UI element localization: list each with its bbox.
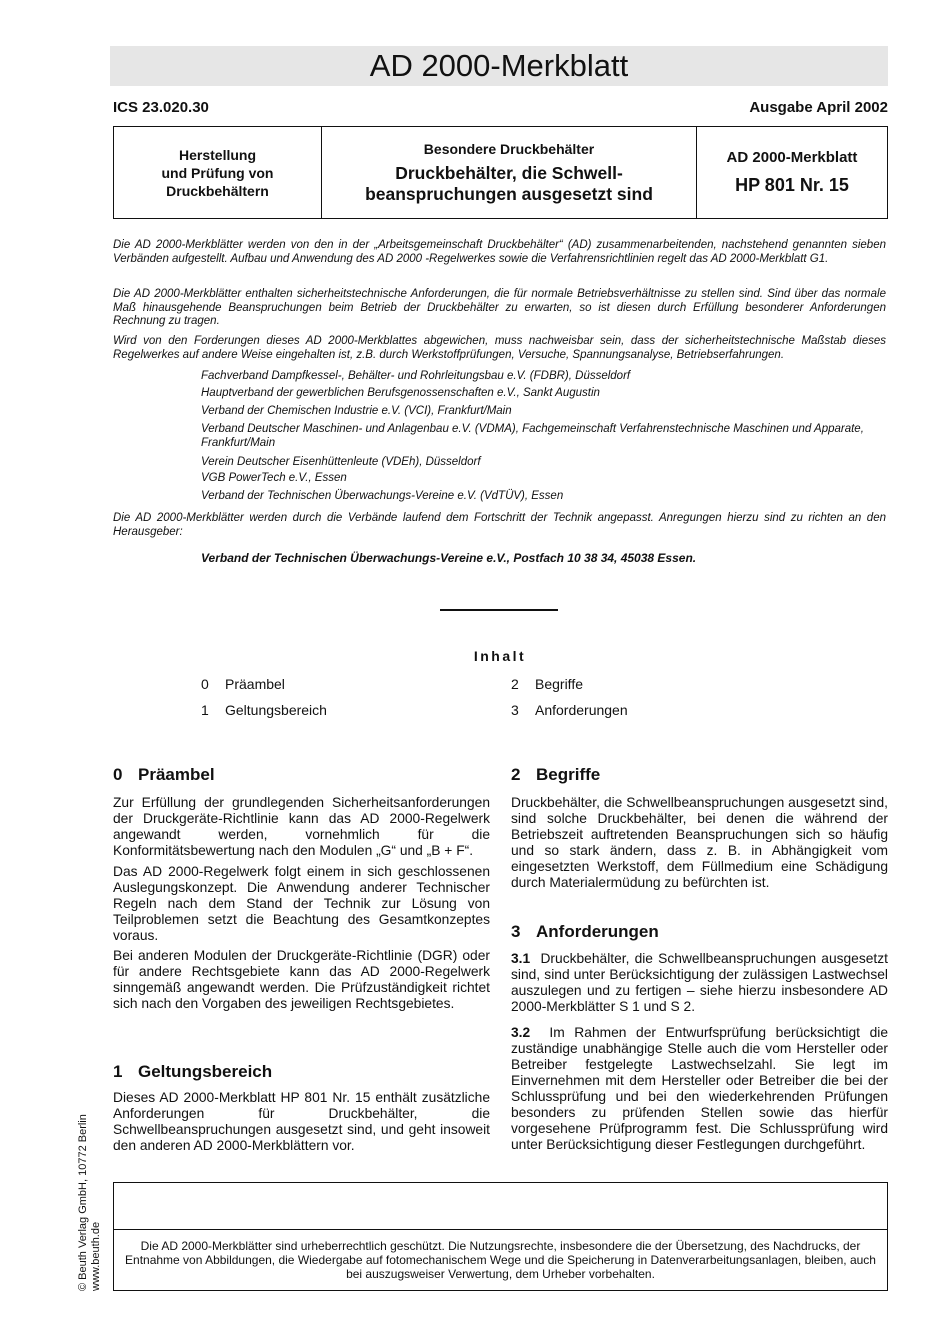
- toc-title: Inhalt: [473, 648, 527, 664]
- header-box: [113, 126, 888, 219]
- association-item: Verband der Chemischen Industrie e.V. (VCI), Frankfurt/Main: [201, 405, 512, 417]
- intro-paragraph: Wird von den Forderungen dieses AD 2000-Merkblattes abgewichen, muss nachweisbar sein, dass der sicherheitstechnische Maßstab dieses Regelwerkes auf andere Weise eingehalten ist, z.B. durch Werkstoffprüfungen, Versuche, Spannungsanalyse, Betriebserfahrungen.: [113, 335, 886, 361]
- header-category: [114, 127, 322, 218]
- publisher-imprint-line: © Beuth Verlag GmbH, 10772 Berlin: [77, 1114, 89, 1291]
- section-heading-scope: [113, 1062, 272, 1082]
- ics-code: ICS 23.020.30: [113, 99, 209, 116]
- section-heading-preamble: [113, 765, 215, 785]
- header-subject-title-line: beanspruchungen ausgesetzt sind: [365, 183, 653, 204]
- footer-box: [113, 1182, 888, 1291]
- section-title: Begriffe: [536, 765, 601, 784]
- toc-item-label: Geltungsbereich: [225, 702, 327, 718]
- toc-item-number: 0: [201, 676, 209, 692]
- toc-item-label: Begriffe: [535, 676, 583, 692]
- association-item: Verein Deutscher Eisenhüttenleute (VDEh), Düsseldorf: [201, 456, 481, 468]
- section-heading-definitions: [511, 765, 600, 785]
- subsection-text: Im Rahmen der Entwurfsprüfung berücksichtigt die zuständige unabhängige Stelle auch die vom Hersteller oder Betreiber festgelegte Lastwechselzahl. Sie legt im Einvernehmen mit dem Hersteller oder Betreiber die bei der Schlussprüfung und bei den wiederkehrenden Prüfungen besonders zu prüfenden Stellen sowie das hierfür vorgesehene Prüfprogramm fest. Die Schlussprüfung wird unter Berücksichtigung dieser Festlegungen durchgeführt.: [511, 1025, 889, 1152]
- toc-item-number: 2: [511, 676, 519, 692]
- section-number: 0: [113, 765, 123, 784]
- section-number: 1: [113, 1062, 123, 1081]
- section-paragraph: Zur Erfüllung der grundlegenden Sicherheitsanforderungen der Druckgeräte-Richtlinie kann das AD 2000-Regelwerk angewandt werden, vornehmlich für die Konformitätsbewertung nach den Modulen „G“ und „B + F“.: [113, 795, 490, 858]
- divider: [440, 609, 558, 611]
- section-paragraph: Bei anderen Modulen der Druckgeräte-Richtlinie (DGR) oder für andere Rechtsgebiete kann das AD 2000-Regelwerk sinngemäß angewandt werden. Die Prüfzuständigkeit richtet sich nach den Vorgaben des jeweiligen Rechtsgebietes.: [113, 948, 490, 1011]
- copyright-notice: Die AD 2000-Merkblätter sind urheberrechtlich geschützt. Die Nutzungsrechte, insbesondere die der Übersetzung, des Nachdrucks, der Entnahme von Abbildungen, die Wiedergabe auf fotomechanischem Wege und die Speicherung in Datenverarbeitungsanlagen, bleiben, auch bei auszugsweiser Verwertung, dem Urheber vorbehalten.: [114, 1229, 887, 1290]
- toc-item: [201, 676, 285, 692]
- association-item: Fachverband Dampfkessel-, Behälter- und Rohrleitungsbau e.V. (FDBR), Düsseldorf: [201, 370, 631, 382]
- document-title: AD 2000-Merkblatt: [110, 46, 888, 86]
- section-heading-requirements: [511, 922, 659, 942]
- section-paragraph: Dieses AD 2000-Merkblatt HP 801 Nr. 15 enthält zusätzliche Anforderungen für Druckbehälter, die Schwellbeanspruchungen ausgesetzt sind, und geht insoweit den anderen AD 2000-Merkblättern vor.: [113, 1090, 490, 1153]
- section-title: Präambel: [138, 765, 215, 784]
- header-subject-title: [365, 163, 653, 205]
- section-paragraph: Das AD 2000-Regelwerk folgt einem in sich geschlossenen Auslegungskonzept. Die Anwendung anderer Technischer Regeln nach dem Stand der Technik zur Lösung von Teilproblemen setzt die Beachtung des Gesamtkonzeptes voraus.: [113, 864, 490, 943]
- section-number: 3: [511, 922, 521, 941]
- association-item: Hauptverband der gewerblichen Berufsgenossenschaften e.V., Sankt Augustin: [201, 387, 600, 399]
- header-category-line: und Prüfung von: [161, 164, 274, 181]
- header-sheet-id: [697, 127, 887, 218]
- association-item: Verband der Technischen Überwachungs-Vereine e.V. (VdTÜV), Essen: [201, 490, 564, 502]
- section-title: Anforderungen: [536, 922, 659, 941]
- subsection-paragraph: [511, 1025, 888, 1153]
- intro-paragraph: Die AD 2000-Merkblätter werden durch die Verbände laufend dem Fortschritt der Technik angepasst. Anregungen hierzu sind zu richten an den Herausgeber:: [113, 512, 886, 538]
- section-paragraph: Druckbehälter, die Schwellbeanspruchungen ausgesetzt sind, sind solche Druckbehälter, bei denen die während der Betriebszeit auftretenden Beanspruchungen sich so häufig und so stark ändern, dass z. B. in Abhängigkeit vom eingesetzten Werkstoff, dem Füllmedium eine Schädigung durch Materialermüdung zu befürchten ist.: [511, 795, 888, 890]
- toc-item: [201, 702, 327, 718]
- header-subject-title-line: Druckbehälter, die Schwell-: [395, 162, 623, 183]
- header-sheet-number: HP 801 Nr. 15: [735, 175, 849, 195]
- association-item: Verband Deutscher Maschinen- und Anlagenbau e.V. (VDMA), Fachgemeinschaft Verfahrenstechnische Maschinen und Apparate, Frankfurt/Main: [201, 423, 864, 449]
- section-title: Geltungsbereich: [138, 1062, 273, 1081]
- toc-item-number: 3: [511, 702, 519, 718]
- publisher-address: Verband der Technischen Überwachungs-Vereine e.V., Postfach 10 38 34, 45038 Essen.: [201, 551, 697, 565]
- header-sheet-series: AD 2000-Merkblatt: [726, 149, 858, 166]
- intro-paragraph: Die AD 2000-Merkblätter enthalten sicherheitstechnische Anforderungen, die für normale Betriebsverhältnisse zu stellen sind. Sind über das normale Maß hinausgehende Beanspruchungen beim Betrieb der Druckbehälter zu erwarten, so ist diesen durch Erfüllung besonderer Anforderungen Rechnung zu tragen.: [113, 288, 886, 328]
- intro-paragraph: Die AD 2000-Merkblätter werden von den in der „Arbeitsgemeinschaft Druckbehälter“ (AD) zusammenarbeitenden, nachstehend genannten sieben Verbänden aufgestellt. Aufbau und Anwendung des AD 2000 -Regelwerkes sowie die Verfahrensrichtlinien regelt das AD 2000-Merkblatt G1.: [113, 239, 886, 265]
- publisher-imprint-line: www.beuth.de: [90, 1221, 102, 1291]
- toc-item: [511, 702, 628, 718]
- subsection-number: 3.1: [511, 951, 531, 966]
- toc-item-label: Anforderungen: [535, 702, 628, 718]
- subsection-text: Druckbehälter, die Schwellbeanspruchungen ausgesetzt sind, sind unter Berücksichtigung der zulässigen Lastwechsel auszulegen und zu fertigen – siehe hierzu insbesondere AD 2000-Merkblätter S 1 und S 2.: [511, 951, 888, 1014]
- toc-item-number: 1: [201, 702, 209, 718]
- edition-date: Ausgabe April 2002: [749, 99, 888, 116]
- subsection-number: 3.2: [511, 1025, 531, 1040]
- publisher-imprint: [77, 1114, 103, 1291]
- header-subject-group: Besondere Druckbehälter: [423, 140, 595, 157]
- toc-item: [511, 676, 583, 692]
- toc-item-label: Präambel: [225, 676, 285, 692]
- association-item: VGB PowerTech e.V., Essen: [201, 472, 347, 484]
- section-number: 2: [511, 765, 521, 784]
- header-category-line: Herstellung: [178, 146, 256, 163]
- subsection-paragraph: [511, 951, 888, 1015]
- header-category-line: Druckbehältern: [166, 182, 269, 199]
- header-subject: [322, 127, 697, 218]
